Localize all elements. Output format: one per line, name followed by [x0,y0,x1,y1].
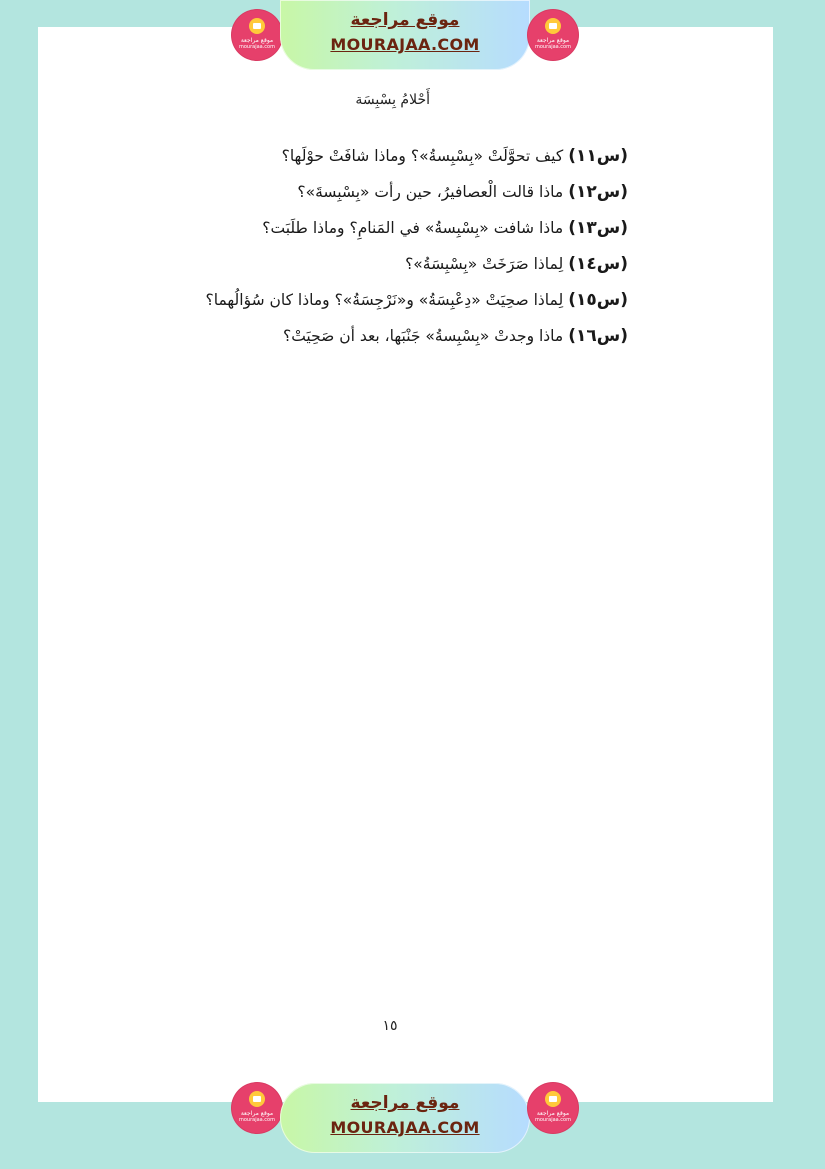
question-text: كيف تحوَّلَتْ «بِسْبِسةُ»؟ وماذا شافَتْ حوْلَها؟ [281,147,564,165]
question-text: ماذا شافت «بِسْبِسةُ» في المَنامِ؟ وماذا طلَبَت؟ [262,219,564,237]
site-logo-right-bottom[interactable] [528,1083,578,1133]
site-logo-left-bottom[interactable] [232,1083,282,1133]
question-number: (س١٤) [568,254,628,274]
question-number: (س١٣) [568,218,628,238]
logo-text-en: mourajaa.com [238,44,275,50]
site-logo-right-top[interactable] [528,10,578,60]
site-logo-left-top[interactable] [232,10,282,60]
footer-banner[interactable] [280,1083,530,1153]
question-item [150,178,628,214]
question-item [150,250,628,286]
question-text: لِماذا صحِيَتْ «دِعْبِسَةُ» و«نَرْجِسَةُ»؟ وماذا كان سُؤالُهما؟ [205,291,564,309]
logo-text-en: mourajaa.com [534,44,571,50]
book-icon [545,18,561,34]
question-item [150,214,628,250]
question-item [150,142,628,178]
site-name-ar[interactable]: موقع مراجعة [350,1093,460,1113]
question-number: (س١١) [568,146,628,166]
document-title: أَحْلامُ بِسْبِسَة [355,92,430,108]
logo-text-en: mourajaa.com [238,1117,275,1123]
logo-text-ar: موقع مراجعة [240,37,274,44]
logo-text-ar: موقع مراجعة [536,1110,570,1117]
question-text: ماذا وجدتْ «بِسْبِسةُ» جَنْبَها، بعد أن صَحِيَتْ؟ [282,327,564,345]
logo-text-ar: موقع مراجعة [240,1110,274,1117]
site-name-ar[interactable]: موقع مراجعة [350,10,460,30]
question-item [150,322,628,358]
questions-list [150,142,628,358]
question-number: (س١٢) [568,182,628,202]
logo-text-en: mourajaa.com [534,1117,571,1123]
logo-text-ar: موقع مراجعة [536,37,570,44]
question-number: (س١٥) [568,290,628,310]
question-text: ماذا قالت الْعصافيرُ، حين رأت «بِسْبِسةَ»؟ [297,183,564,201]
header-banner[interactable] [280,0,530,70]
book-icon [545,1091,561,1107]
page-number: ١٥ [382,1018,398,1034]
book-icon [249,18,265,34]
question-item [150,286,628,322]
book-icon [249,1091,265,1107]
question-number: (س١٦) [568,326,628,346]
site-name-en[interactable]: MOURAJAA.COM [330,35,480,54]
site-name-en[interactable]: MOURAJAA.COM [330,1118,480,1137]
question-text: لِماذا صَرَخَتْ «بِسْبِسَةُ»؟ [405,255,564,273]
